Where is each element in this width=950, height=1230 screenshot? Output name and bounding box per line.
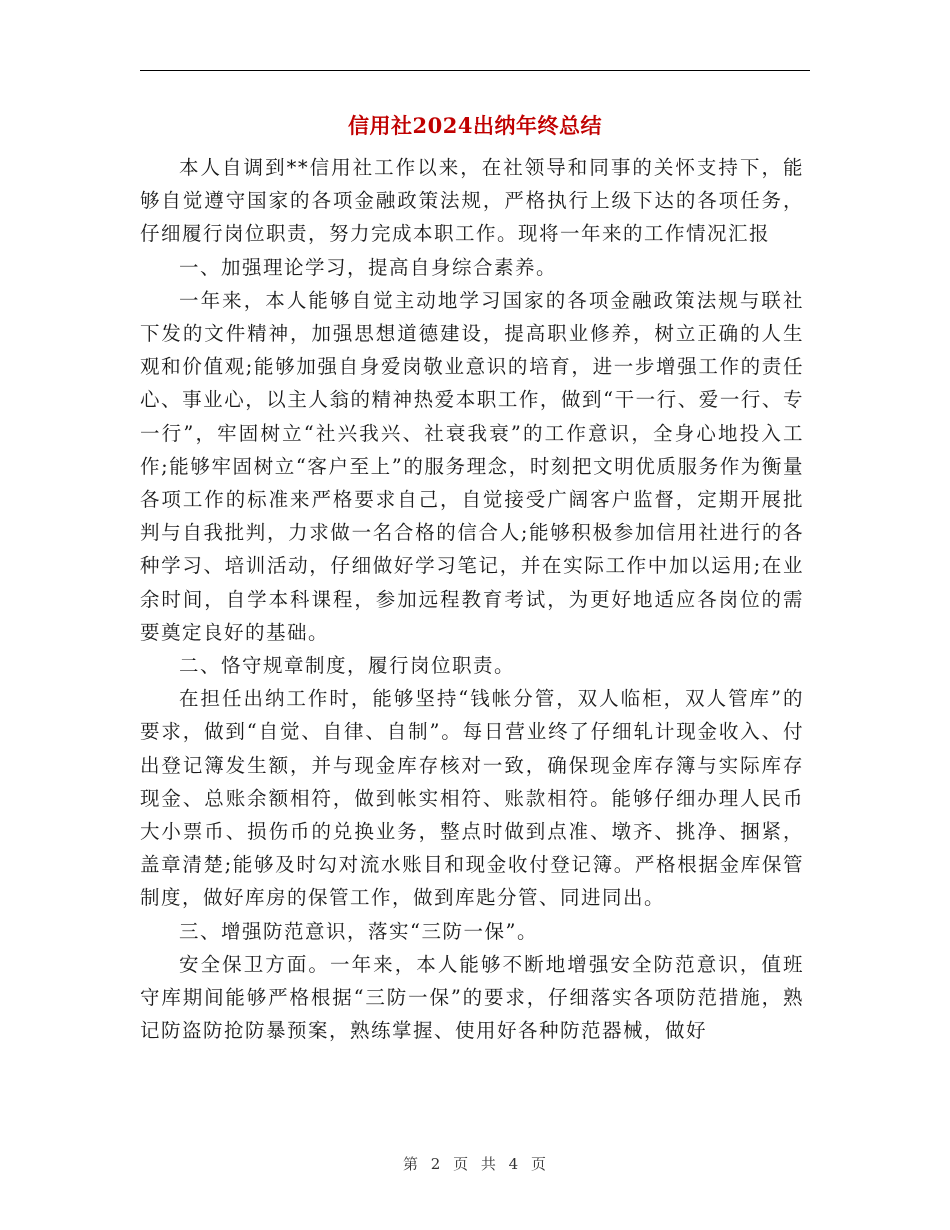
document-title: 信用社2024出纳年终总结 bbox=[348, 113, 602, 138]
paragraph-section-2: 在担任出纳工作时，能够坚持“钱帐分管，双人临柜，双人管库”的要求，做到“自觉、自律、自制”。每日营业终了仔细轧计现金收入、付出登记簿发生额，并与现金库存核对一致，确保现金库存簿与实际库存现金、总账余额相符，做到帐实相符、账款相符。能够仔细办理人民币大小票币、损伤币的兑换业务，整点时做到点准、墩齐、挑净、捆紧，盖章清楚;能够及时勾对流水账目和现金收付登记簿。严格根据金库保管制度，做好库房的保管工作，做到库匙分管、同进同出。 bbox=[140, 687, 804, 910]
section-heading-1: 一、加强理论学习，提高自身综合素养。 bbox=[179, 255, 558, 279]
document-body bbox=[140, 151, 804, 1047]
paragraph-section-3: 安全保卫方面。一年来，本人能够不断地增强安全防范意识，值班守库期间能够严格根据“三防一保”的要求，仔细落实各项防范措施，熟记防盗防抢防暴预案，熟练掌握、使用好各种防范器械，做好 bbox=[140, 952, 804, 1043]
section-heading-3: 三、增强防范意识，落实“三防一保”。 bbox=[179, 919, 538, 943]
paragraph-intro: 本人自调到**信用社工作以来，在社领导和同事的关怀支持下，能够自觉遵守国家的各项金融政策法规，严格执行上级下达的各项任务，仔细履行岗位职责，努力完成本职工作。现将一年来的工作情况汇报 bbox=[140, 156, 804, 246]
page-number-footer: 第 2 页 共 4 页 bbox=[403, 1155, 547, 1173]
header-rule bbox=[140, 70, 810, 71]
paragraph-section-1: 一年来，本人能够自觉主动地学习国家的各项金融政策法规与联社下发的文件精神，加强思想道德建设，提高职业修养，树立正确的人生观和价值观;能够加强自身爱岗敬业意识的培育，进一步增强工作的责任心、事业心，以主人翁的精神热爱本职工作，做到“干一行、爱一行、专一行”，牢固树立“社兴我兴、社衰我衰”的工作意识，全身心地投入工作;能够牢固树立“客户至上”的服务理念，时刻把文明优质服务作为衡量各项工作的标准来严格要求自己，自觉接受广阔客户监督，定期开展批判与自我批判，力求做一名合格的信合人;能够积极参加信用社进行的各种学习、培训活动，仔细做好学习笔记，并在实际工作中加以运用;在业余时间，自学本科课程，参加远程教育考试，为更好地适应各岗位的需要奠定良好的基础。 bbox=[140, 288, 804, 644]
section-heading-2: 二、恪守规章制度，履行岗位职责。 bbox=[179, 654, 516, 678]
